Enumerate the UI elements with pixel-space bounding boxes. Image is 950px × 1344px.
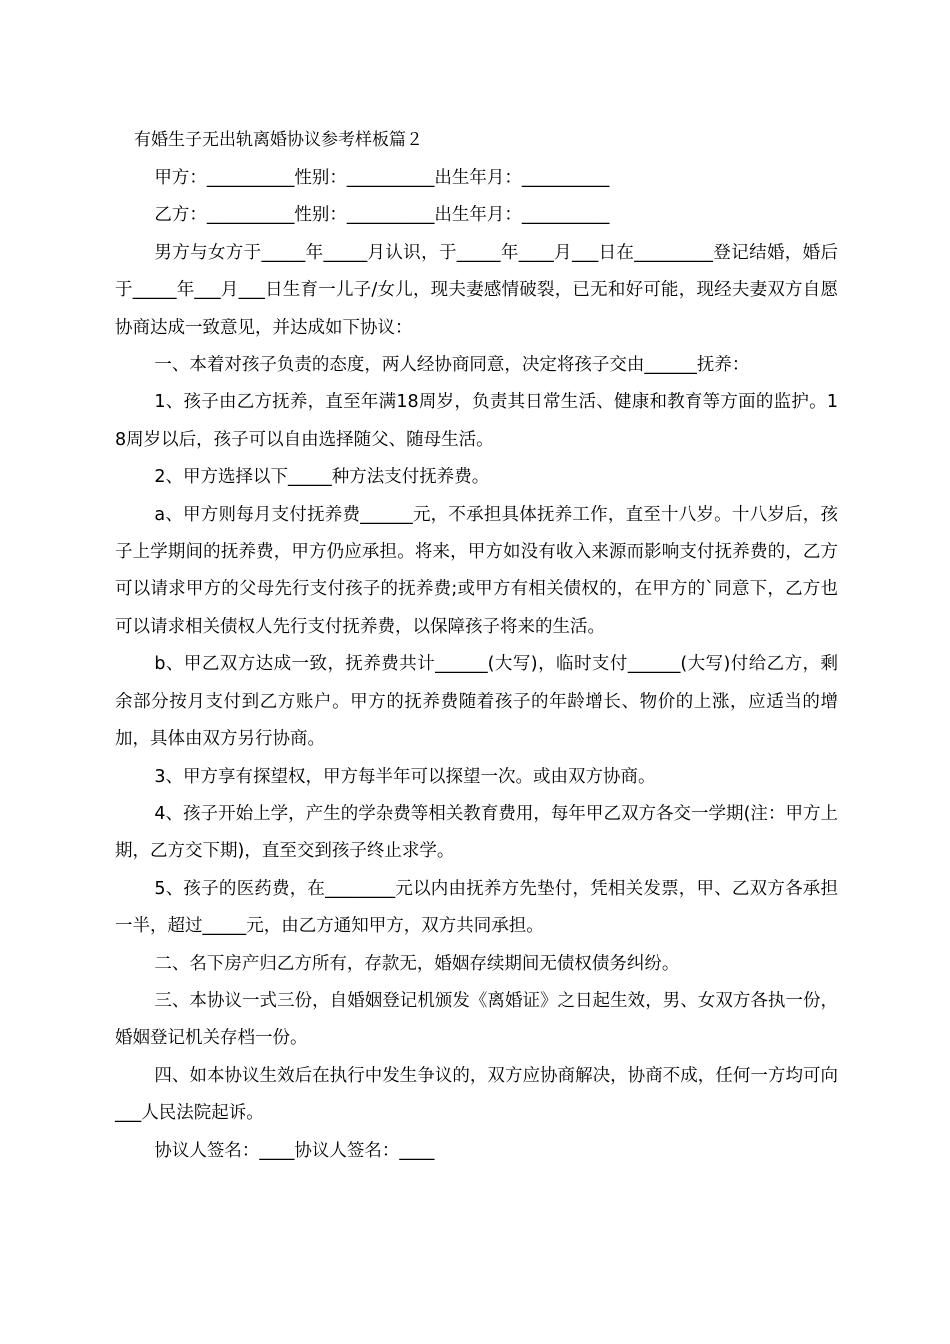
clause-1-item-1: 1、孩子由乙方抚养，直至年满18周岁，负责其日常生活、健康和教育等方面的监护。18周岁以后，孩子可以自由选择随父、随母生活。 xyxy=(115,392,838,450)
party-b-line: 乙方：__________性别：__________出生年月：__________ xyxy=(154,205,610,226)
clause-1-option-a: a、甲方则每月支付抚养费______元，不承担具体抚养工作，直至十八岁。十八岁后，孩子上学期间的抚养费，甲方仍应承担。将来，甲方如没有收入来源而影响支付抚养费的，乙方可以请求甲方的父母先行支付孩子的抚养费;或甲方有相关债权的，在甲方的`同意下，乙方也可以请求相关债权人先行支付抚养费，以保障孩子将来的生活。 xyxy=(115,504,838,637)
document-title: 有婚生子无出轨离婚协议参考样板篇２ xyxy=(134,130,423,150)
clause-2-property: 二、名下房产归乙方所有，存款无，婚姻存续期间无债权债务纠纷。 xyxy=(154,953,680,974)
clause-1-item-2: 2、甲方选择以下_____种方法支付抚养费。 xyxy=(154,467,490,488)
clause-1-item-3: 3、甲方享有探望权，甲方每半年可以探望一次。或由双方协商。 xyxy=(154,766,656,787)
clause-4-disputes: 四、如本协议生效后在执行中发生争议的，双方应协商解决，协商不成，任何一方均可向___人民法院起诉。 xyxy=(115,1065,838,1124)
intro-paragraph: 男方与女方于_____年_____月认识，于_____年____月___日在_________登记结婚，婚后于_____年___月___日生育一儿子/女儿，现夫妻感情破裂，已无和好可能，现经夫妻双方自愿协商达成一致意见，并达成如下协议： xyxy=(115,242,838,338)
party-a-line: 甲方：__________性别：__________出生年月：__________ xyxy=(154,168,610,188)
signature-line: 协议人签名：____协议人签名：____ xyxy=(154,1140,435,1161)
clause-1-item-4: 4、孩子开始上学，产生的学杂费等相关教育费用，每年甲乙双方各交一学期(注：甲方上期，乙方交下期)，直至交到孩子终止求学。 xyxy=(115,803,838,862)
clause-1-option-b: b、甲乙双方达成一致，抚养费共计______(大写)，临时支付______(大写)付给乙方，剩余部分按月支付到乙方账户。甲方的抚养费随着孩子的年龄增长、物价的上涨，应适当的增加，具体由双方另行协商。 xyxy=(115,654,838,750)
clause-1-item-5: 5、孩子的医药费，在________元以内由抚养方先垫付，凭相关发票，甲、乙双方各承担一半，超过_____元，由乙方通知甲方，双方共同承担。 xyxy=(115,878,838,937)
clause-3-copies: 三、本协议一式三份，自婚姻登记机颁发《离婚证》之日起生效，男、女双方各执一份，婚姻登记机关存档一份。 xyxy=(115,990,838,1049)
document-body xyxy=(115,160,838,1170)
clause-1-custody: 一、本着对孩子负责的态度，两人经协商同意，决定将孩子交由______抚养： xyxy=(154,355,750,376)
